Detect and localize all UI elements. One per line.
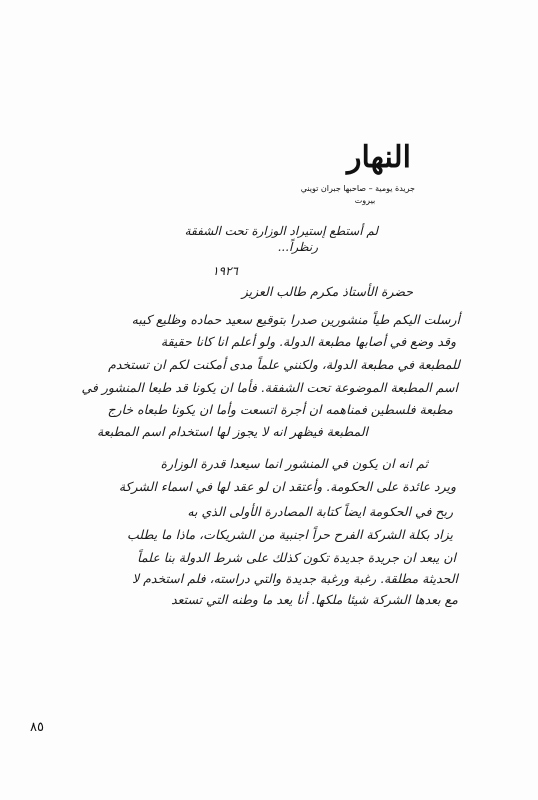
letterhead-title: النهار [347, 140, 411, 175]
note-line-2: رنظراً... [277, 240, 318, 254]
letter-line: مطبعة فلسطين فمناهمه ان أجرة اتسعت وأما ان يكونا طبعاه خارج [107, 402, 453, 417]
letter-line: اسم المطبعة الموضوعة تحت الشفقة. فأما ان يكونا قد طبعا المنشور في [81, 380, 458, 395]
letter-line: مع بعدها الشركة شيئا ملكها. أنا يعد ما وطنه التي تستعد [171, 592, 458, 607]
letter-line: ربح في الحكومة ايضاً كتابة المصادرة الأولى الذي به [187, 504, 453, 519]
salutation: حضرة الأستاذ مكرم طالب العزيز [241, 284, 413, 299]
letter-line: الحديثة مطلقة. رغبة ورغبة جديدة والتي دراسته، فلم استخدم لا [132, 571, 458, 586]
letter-line: ان يبعد ان جريدة جديدة تكون كذلك على شرط الدولة بنا علماً [137, 550, 456, 565]
note-line-1: لم أستطع إستيراد الوزارة تحت الشفقة [184, 224, 378, 238]
letter-line: وقد وضع في أصابها مطبعة الدولة. ولو أعلم انا كانا حقيقة [160, 334, 456, 349]
page-number: ٨٥ [30, 720, 44, 735]
letterhead-city: بيروت [354, 196, 376, 205]
letter-line: ويرد عائدة على الحكومة. وأعتقد ان لو عقد لها في اسماء الشركة [118, 479, 456, 494]
letterhead-subtitle: جريدة يومية – صاحبها جبران تويني [300, 184, 415, 193]
letter-line: أرسلت اليكم طياً منشورين صدرا بتوقيع سعيد حماده وظليع كيبه [131, 312, 460, 327]
letter-line: للمطبعة في مطبعة الدولة، ولكنني علماً مدى أمكنت لكم ان تستخدم [108, 357, 460, 372]
letter-line: ثم انه ان يكون في المنشور انما سيعدا قدرة الوزارة [160, 456, 428, 471]
handwritten-date: ١٩٢٦ [212, 264, 238, 278]
letter-line: المطبعة فيظهر انه لا يجوز لها استخدام اسم المطبعة [96, 424, 368, 439]
letter-line: يزاد بكلة الشركة الفرح حراً اجنبية من الشريكات، ماذا ما يطلب [127, 527, 453, 542]
